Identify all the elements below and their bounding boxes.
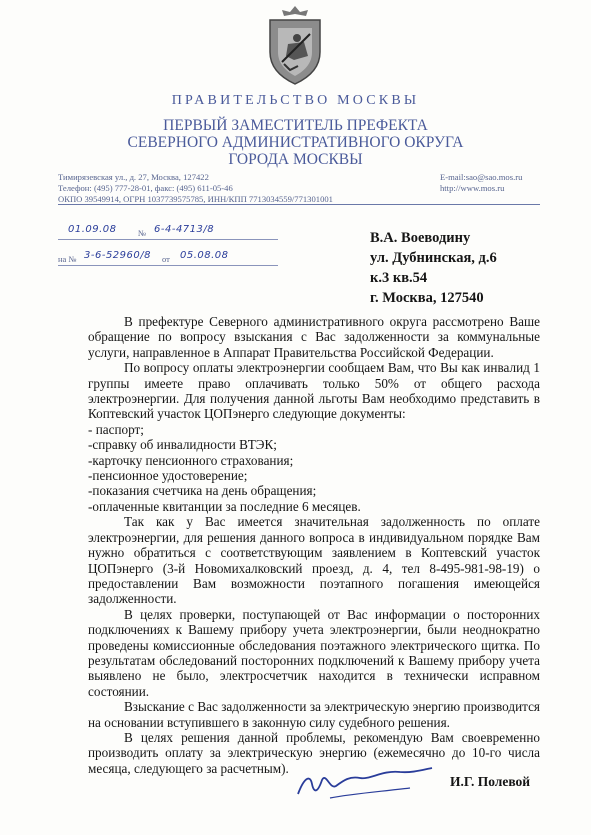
- body-paragraph: По вопросу оплаты электроэнергии сообщаем Вам, что Вы как инвалид 1 группы имеете право оплачивать только 50% от общего расхода электроэнергии. Для получения данной льготы Вам необходимо представить в Коптевский участок ЦОПэнерго следующие документы:: [88, 360, 540, 422]
- office-title-line-1: ПЕРВЫЙ ЗАМЕСТИТЕЛЬ ПРЕФЕКТА: [163, 117, 428, 134]
- ref-line: [58, 265, 278, 266]
- recipient-line: г. Москва, 127540: [370, 290, 484, 306]
- letterhead-phone: Телефон: (495) 777-28-01, факс: (495) 611-05-46: [58, 183, 233, 193]
- document-list-item: -оплаченные квитанции за последние 6 месяцев.: [88, 498, 361, 514]
- body-paragraph: В целях решения данной проблемы, рекомендую Вам своевременно производить оплату за электрическую энергию (ежемесячно до 10-го числа месяца, следующего за расчетным).: [88, 729, 540, 776]
- ref-label: на №: [58, 254, 77, 264]
- recipient-address: [370, 228, 497, 308]
- office-title-line-3: ГОРОДА МОСКВЫ: [228, 151, 363, 168]
- recipient-line: к.3 кв.54: [370, 270, 428, 286]
- letterhead-divider: [58, 204, 540, 205]
- body-paragraph: Так как у Вас имеется значительная задолженность по оплате электроэнергии, для решения данного вопроса в индивидуальном порядке Вам нужно обратиться с соответствующим заявлением в Коптевский участок ЦОПэнерго (3-й Новомихалковский проезд, д. 4, тел 8-495-981-98-19) о предоставлении Вам возможности поэтапного погашения имеющейся задолженности.: [88, 514, 540, 607]
- body-paragraph: В целях проверки, поступающей от Вас информации о посторонних подключениях к Вашему прибору учета электроэнергии, были неоднократно проведены комиссионные обследования поэтажного электрического щитка. По результатам обследований посторонних подключений к Вашему прибору учета выявлено не было, электросчетчик находится в технически исправном состоянии.: [88, 606, 540, 699]
- ref-date: 05.08.08: [180, 250, 229, 261]
- document-list-item: -пенсионное удостоверение;: [88, 468, 248, 484]
- recipient-line: В.А. Воеводину: [370, 230, 471, 246]
- document-list-item: -показания счетчика на день обращения;: [88, 483, 317, 499]
- government-title: ПРАВИТЕЛЬСТВО МОСКВЫ: [171, 93, 420, 108]
- letterhead-address: Тимирязевская ул., д. 27, Москва, 127422: [58, 172, 209, 182]
- body-paragraph: В префектуре Северного административного округа рассмотрено Ваше обращение по вопросу взыскания с Вас задолженности за коммунальные услуги, направленное в Аппарат Правительства Российской Федерации.: [88, 314, 540, 360]
- letterhead-website: http://www.mos.ru: [440, 183, 505, 193]
- outgoing-number: 6-4-4713/8: [154, 224, 215, 235]
- office-title-line-2: СЕВЕРНОГО АДМИНИСТРАТИВНОГО ОКРУГА: [127, 134, 464, 151]
- outgoing-date: 01.09.08: [68, 224, 117, 235]
- number-label: №: [138, 228, 147, 238]
- outgoing-line: [58, 239, 278, 240]
- moscow-coat-of-arms-icon: [264, 4, 326, 86]
- recipient-line: ул. Дубнинская, д.6: [370, 250, 497, 266]
- document-list-item: -справку об инвалидности ВТЭК;: [88, 437, 277, 453]
- handwritten-signature-icon: [290, 764, 440, 804]
- letterhead-codes: ОКПО 39549914, ОГРН 1037739575785, ИНН/КПП 7713034559/771301001: [58, 194, 333, 204]
- ref-date-label: от: [162, 254, 170, 264]
- document-list-item: - паспорт;: [88, 421, 144, 437]
- document-list-item: -карточку пенсионного страхования;: [88, 452, 294, 468]
- body-paragraph: Взыскание с Вас задолженности за электрическую энергию производится на основании вступившего в законную силу судебного решения.: [88, 699, 540, 730]
- signatory-name: И.Г. Полевой: [450, 774, 531, 789]
- letterhead-email: E-mail:sao@sao.mos.ru: [440, 172, 523, 182]
- ref-number: 3-6-52960/8: [84, 250, 151, 261]
- letter-body: [88, 314, 540, 776]
